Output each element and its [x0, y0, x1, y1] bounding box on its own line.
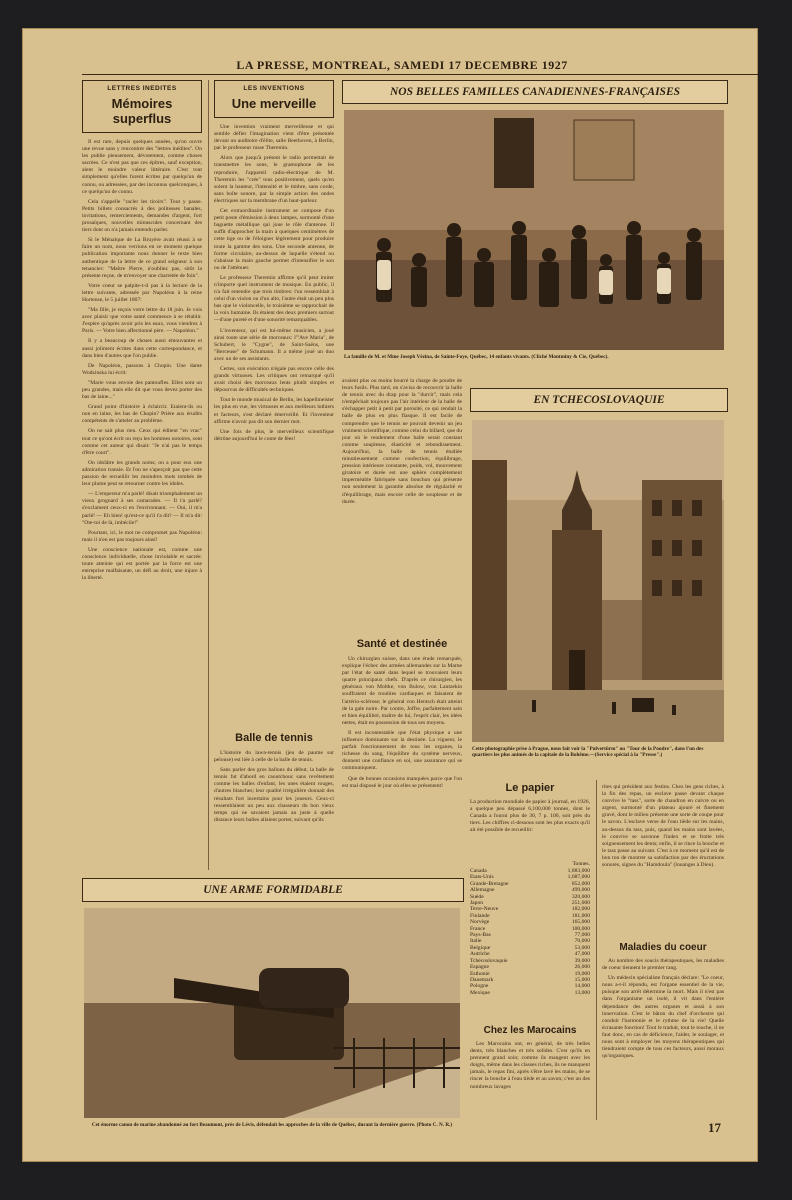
article-body	[82, 139, 202, 899]
headline: Mémoires superflus	[111, 96, 173, 126]
paragraph: On ne sait plus rien. Ceux qui éditent "en vrac" tout ce qu'ont écrit ou reçu les hommes notoires, sont comme cet auteur qui disait: "Je n'ai pas le temps d'être court".	[82, 428, 202, 456]
article-balle-de-tennis-continued: avaient plus ou moins bourré la charge de poudre de leurs fusils. Plus tard, on s'avisa de recouvrir la balle de tennis avec du drap pour la "durcir", mais cela n'empêchait toujours pas l'air intérieur de la balle de s'échapper petit à petit par porosité, ce qui rendait la balle de plus en plus flasque. Il est facile de comprendre que le tennis ne pouvait devenir un jeu vraiment scientifique, comme celui du billard, que du jour où le rendement d'une balle serait constant comme souplesse, élasticité et rebondissement. Aujourd'hui, la balle de tennis étudiée minutieusement comme confection, équilibrage, pression intérieure constante, poids, vol, mouvement giratoire et durée est une sphère complètement imperméable fabriquée sans bouchon qui présente non seulement la garantie absolue de régularité et d'équilibrage, mais encore celle de souplesse et de durée.	[342, 378, 462, 505]
article-inventions-header	[214, 80, 334, 118]
tonnage-cell: 182,000	[571, 906, 590, 913]
banner-tchecoslovaquie: EN TCHECOSLOVAQUIE	[470, 388, 728, 412]
country-cell: Suède	[470, 893, 484, 900]
prague-photo-illustration	[472, 420, 724, 742]
paragraph: Une fois de plus, le merveilleux scientifique détrône aujourd'hui le conte de fées!	[214, 428, 334, 442]
paragraph: Les Marocains ont, en général, de très belles dents, très blanches et très solides. C'est qu'ils en prennent grand soin; comme ils mangent avec les doigts, même dans les classes riches, ils ne manquent jamais, le repas fini, après s'être lavé les mains, de se rincer la bouche à l'eau tiède et au savon; c'est un des nombreux lavages	[470, 1041, 590, 1090]
tonnage-cell: 53,000	[574, 944, 590, 951]
banner-arme-formidable: UNE ARME FORMIDABLE	[82, 878, 464, 902]
cannon-photo	[84, 908, 460, 1118]
tonnage-cell: 499,000	[571, 887, 590, 894]
prague-photo	[472, 420, 724, 742]
paragraph: Au nombre des soucis thérapeutiques, les maladies de coeur tiennent le premier rang.	[602, 958, 724, 972]
article-body	[214, 750, 334, 872]
banner-familles: NOS BELLES FAMILLES CANADIENNES-FRANÇAISES	[342, 80, 728, 104]
country-cell: Norvège	[470, 919, 490, 926]
country-cell: Mexique	[470, 989, 490, 996]
cannon-photo-illustration	[84, 908, 460, 1118]
article-lettres-header	[82, 80, 202, 133]
headline: Balle de tennis	[235, 732, 313, 744]
paragraph: Certes, son exécution n'égale pas encore celle des grands virtuoses. Les critiques ont remarqué qu'il avait choisi des morceaux lents plutôt simples et dépourvus de difficultés techniques.	[214, 366, 334, 394]
article-chez-les-marocains-continued: rites qui président aux festins. Chez les gens riches, à la fin des repas, un esclave passe devant chaque convive le "tass", sorte de chaudron en cuivre ou en argent, surmonté d'un plateau ajouré et finement gravé, dont le milieu présente une sorte de coupe pour le savon. L'esclave verse de l'eau tiède sur les mains, au-dessus du tass, puis, quand les mains sont lavées, le convive se savonne l'index et se frotte très soigneusement les dents; enfin, il se rince la bouche et le tass passe au suivant. C'est à ce moment qu'il est de bon ton de montrer sa satisfaction par des éructations sonores, signes du "Hamdoula" (louanges à Dieu).	[602, 784, 724, 869]
table-unit-label: Tonnes.	[572, 861, 590, 867]
paragraph: "Ma fille, je reçois votre lettre du 18 juin. Je vois avec plaisir que votre santé commence à se rétablir. J'espère qu'après avoir pris les eaux, vous viendrez à Paris. — Votre bien affectionné père. — Napoléon."	[82, 307, 202, 335]
paragraph: Alors que jusqu'à présent le radio permettait de transmettre les sons, le gramophone de les reproduire, l'appareil radio-électrique de M. Theremin les "crée" tous positivement, quels qu'en soient la hauteur, l'intensité et le timbre, sans corde, sans boîte sonore, par la simple action des ondes électriques sur la membrane d'un haut-parleur.	[214, 155, 334, 204]
article-body	[470, 1041, 590, 1131]
tonnage-cell: 100,000	[571, 925, 590, 932]
tonnage-cell: 1,687,000	[567, 874, 590, 881]
article-le-papier	[470, 780, 590, 996]
cannon-photo-caption: Cet énorme canon de marine abandonné au fort Beaumont, près de Lévis, défendait les approches de la ville de Québec, durant la dernière guerre. (Photo C. N. R.)	[91, 1122, 453, 1128]
article-balle-de-tennis	[214, 728, 334, 872]
tonnage-cell: 15,000	[574, 976, 590, 983]
article-lettres-inedites	[82, 80, 202, 899]
paragraph: Cet extraordinaire instrument se compose d'un petit poste d'émission à deux lampes, surmonté d'une baguette métallique qui joue le rôle d'antenne. Il suffit d'approcher la main à quelques centimètres de cette tige ou de l'éloigner légèrement pour produire toute la gamme des sons. Une seconde antenne, de forme circulaire, au-dessus de laquelle s'étend ou s'abaisse la main gauche permet d'intensifier le son ou de l'atténuer.	[214, 208, 334, 271]
paragraph: Une conscience nationale est, comme une conscience individuelle, chose inviolable et sacrée: toute atteinte qui est portée par la force est une entreprise malfaisante, un défi au droit, une injure à la liberté.	[82, 546, 202, 582]
country-cell: Finlande	[470, 912, 490, 919]
country-cell: Terre-Neuve	[470, 906, 499, 913]
country-cell: Autriche	[470, 951, 490, 958]
headline: Le papier	[505, 782, 555, 794]
paragraph: L'histoire du lawn-tennis (jeu de paume sur pelouse) est liée à celle de la balle de tennis.	[214, 750, 334, 764]
country-cell: Italie	[470, 938, 482, 945]
paragraph: Tout le monde musical de Berlin, les kapellmeister les plus en vue, les virtuoses et aux meilleurs luthiers et facteurs, s'est déclaré émerveillé. Et l'inventeur affirme n'avoir pas dit son dernier mot.	[214, 397, 334, 425]
paragraph: Un chirurgien suisse, dans une étude remarquée, explique l'échec des armées allemandes sur la Marne par l'état de santé dans lequel se trouvaient leurs quatre principaux chefs. D'après ce chirurgien, les généraux von Moltke, von Bulow, von Lantzekin souffraient de troubles cardiaques et faisaient de l'artério-sclérose; le général von Hentsch était atteint de la gale noire. Par contre, Joffre, parfaitement sain et bien équilibré, maître de lui, l'esprit clair, les idées nettes, était en possession de tous ses moyens.	[342, 656, 462, 726]
tonnage-cell: 251,000	[571, 900, 590, 907]
tonnage-cell: 39,000	[574, 957, 590, 964]
headline: Une merveille	[231, 96, 317, 111]
paper-production-table	[470, 868, 590, 996]
column-divider	[208, 80, 209, 870]
country-cell: Etats-Unis	[470, 874, 494, 881]
family-photo-caption: La famille de M. et Mme Joseph Vézina, de Sainte-Foye, Québec, 14 enfants vivants. (Cliché Montminy & Cie, Québec).	[344, 354, 609, 360]
table-row	[470, 990, 590, 996]
paragraph: Le professeur Theremin affirme qu'il peut imiter n'importe quel instrument de musique. En public, il n'a fait entendre que trois timbres: l'un ressemblait à celui d'un violon ou d'un alto, l'autre était un peu plus bas que le violoncelle, le troisième se rapprochait de la voix humaine. Ils étaient des deux premiers surtout—d'une pureté et d'une sonorité remarquables.	[214, 274, 334, 324]
paragraph: Que de bonnes occasions manquées parce que l'on est mal disposé le jour où elles se présentent!	[342, 775, 462, 789]
article-body	[342, 656, 462, 796]
paragraph: Sans parler des gros ballons du début, la balle de tennis fut d'abord en caoutchouc sans revêtement comme les balles d'enfant, les unes étaient rouges, d'autres blanches; leur qualité irrégulière donnait des résultats fort incertains pour les joueurs. Ceux-ci ressemblaient un peu aux chasseurs du bon vieux temps qui ne savaient jamais au juste à quelle distance leurs balles allaient porter, suivant qu'ils	[214, 767, 334, 823]
kicker: LETTRES INEDITES	[107, 85, 177, 92]
tonnage-cell: 1,883,000	[567, 868, 590, 874]
newspaper-page	[22, 28, 758, 1162]
paragraph: Si le Ménalque de La Bruyère avait réussi à se faire un nom, nous verrions en ce moment quelque publication importante nous donner le texte bien authentique de la lettre de ce grand seigneur à son tenancier: "Maître Pierre, n'oubliez pas, sitôt la présente reçue, de m'envoyer une charretée de foin".	[82, 237, 202, 279]
paragraph: Il y a beaucoup de choses aussi émouvantes et aussi joliment écrites dans cette correspondance, et dans bien d'autres que l'on publie.	[82, 338, 202, 359]
article-body	[214, 124, 334, 714]
paragraph: Il est rare, depuis quelques années, qu'on ouvre une revue sans y rencontrer des "lettres inédites". On les publie pieusement, dévotement, comme choses sacrées. Ce n'est pas que ces épîtres, sauf exception, aient le moindre valeur littéraire. C'est tout simplement qu'elles furent écrites par quelqu'un de connu, ou adressées, par des inconnus quelconques, à ce quelqu'un de connu.	[82, 139, 202, 195]
paragraph: — L'empereur m'a parlé! disait triomphalement un vieux grognard à ses camarades. — Il t'a parlé? s'exclament ceux-ci en l'environnant. — Oui, il m'a parlé! — Eh bien! qu'est-ce qu'il t'a dit? — Il m'a dit: "Ote-toi de là, imbécile!"	[82, 491, 202, 526]
paragraph: Grand point d'histoire à éclaircir. Etaient-ils ou non en laine, les bas de Chopin? Prière aux érudits compétents de s'atteler au problème.	[82, 404, 202, 425]
tonnage-cell: 320,000	[571, 893, 590, 900]
country-cell: Esthonie	[470, 970, 490, 977]
country-cell: Pologne	[470, 983, 489, 990]
masthead-rule	[82, 74, 758, 75]
country-cell: Grande-Bretagne	[470, 880, 509, 887]
country-cell: Belgique	[470, 944, 491, 951]
article-maladies-du-coeur	[602, 940, 724, 1118]
tonnage-cell: 14,000	[574, 983, 590, 990]
tonnage-cell: 181,000	[571, 912, 590, 919]
column-divider	[596, 780, 597, 1120]
paragraph: L'inventeur, qui est lui-même musicien, a joué ainsi toute une série de morceaux: l'"Ave Maria", de Schubert, le "Cygne", de Saint-Saëns, une "Berceuse" de Schumann. Il a même joué un duo avec un de ses assistants.	[214, 327, 334, 362]
kicker: LES INVENTIONS	[243, 85, 305, 92]
country-cell: Tchécoslovaquie	[470, 957, 508, 964]
paragraph: Une invention vraiment merveilleuse et qui semble défier l'imagination vient d'être présentée devant un auditoire d'élite, salle Beethoven, à Berlin, par le professeur russe Theremin.	[214, 124, 334, 152]
headline: Maladies du coeur	[619, 942, 707, 953]
page-number: 17	[708, 1120, 721, 1135]
paragraph: De Napoléon, passons à Chopin. Une dame Wodzinska lui écrit:	[82, 362, 202, 376]
family-photo-illustration	[344, 110, 724, 350]
paragraph: On idolâtre les grands noms; on a pour eux une admiration transie. Et l'on ne s'aperçoit pas que cette passion de recueillir les moindres mots tombés de leur plume peut se retourner contre les idoles.	[82, 459, 202, 488]
tonnage-cell: 26,000	[574, 964, 590, 971]
paragraph: "Marie vous envoie des pantoufles. Elles sont un peu grandes, mais elle dit que vous devez porter des bas de laine..."	[82, 379, 202, 401]
article-chez-les-marocains	[470, 1023, 590, 1131]
paragraph: Cela s'appelle "racler les tiroirs". Tout y passe. Petits billets consacrés à des politesses banales, invitations, remerciements, demandes d'argent, fort prosaïques, nouvelles minuscules concernant des tiers dont on n'a jamais entendu parler.	[82, 198, 202, 234]
tonnage-cell: 77,000	[574, 932, 590, 939]
tonnage-cell: 19,000	[574, 970, 590, 977]
country-cell: Allemagne	[470, 887, 495, 894]
headline: Chez les Marocains	[483, 1025, 577, 1036]
tonnage-cell: 165,000	[571, 919, 590, 926]
article-sante-et-destinee	[342, 636, 462, 796]
country-cell: Pays-Bas	[470, 932, 491, 939]
country-cell: Espagne	[470, 964, 489, 971]
article-les-inventions	[214, 80, 334, 714]
family-photo	[344, 110, 724, 350]
country-cell: France	[470, 925, 486, 932]
prague-photo-caption: Cette photographie prise à Prague, nous fait voir la "Pulvertürm" ou "Tour de la Poudre", dans l'un des quartiers les plus animés de la capitale de la Bohême.—(Service spécial à la "Presse".)	[472, 746, 704, 759]
article-intro: La production mondiale de papier à journal, en 1926, a quelque peu dépassé 6,100,000 tonnes, dont le Canada a fourni plus de 30, 7 p. 100, soit près du tiers. Les chiffres ci-dessous sont les plus exacts qu'il ait été possible de recueillir:	[470, 799, 590, 834]
tonnage-cell: 852,000	[571, 880, 590, 887]
tonnage-cell: 13,000	[574, 989, 590, 996]
paragraph: Pourtant, ici, le mot ne compromet pas Napoléon: mais il n'en est pas toujours ainsi!	[82, 529, 202, 543]
masthead: LA PRESSE, MONTREAL, SAMEDI 17 DECEMBRE 1927	[236, 58, 568, 72]
country-cell: Canada	[470, 868, 487, 874]
paragraph: Votre coeur se palpite-t-il pas à la lecture de la lettre suivante, adressée par Napoléon à la reine Hortense, le 5 juillet 1807:	[82, 282, 202, 303]
headline: Santé et destinée	[356, 638, 448, 650]
paragraph: Un médecin spécialiste français déclare: "Le coeur, nous a-t-il répondu, est l'organe essentiel de la vie, puisque son arrêt détermine la mort. Mais il n'est pas dans l'organisme un isolé, il vit dans l'entière dépendance des autres organes et aussi à son innervation. C'est le bâton du chef d'orchestre qui conduit l'harmonie et le rythme de la vie! Quelle écrasante fonction! Tout le traduit, tout le touche, il ne faut donc, en cas de déficience, l'aider, le soulager, et nous sont à employer les moyens thérapeutiques qui tiendraient compte de tous ces facteurs, aussi moraux qu'organiques.	[602, 975, 724, 1060]
tonnage-cell: 47,000	[574, 951, 590, 958]
paragraph: Il est incontestable que l'état physique a une influence dominante sur la destinée. La vigueur, le parfait fonctionnement de tous les organes, la richesse du sang, l'équilibre du système nerveux, donnent une confiance en soi, une assurance qui se communiquent.	[342, 729, 462, 772]
country-cell: Danemark	[470, 976, 494, 983]
country-cell: Japon	[470, 900, 484, 907]
article-body	[602, 958, 724, 1118]
tonnage-cell: 70,000	[574, 938, 590, 945]
